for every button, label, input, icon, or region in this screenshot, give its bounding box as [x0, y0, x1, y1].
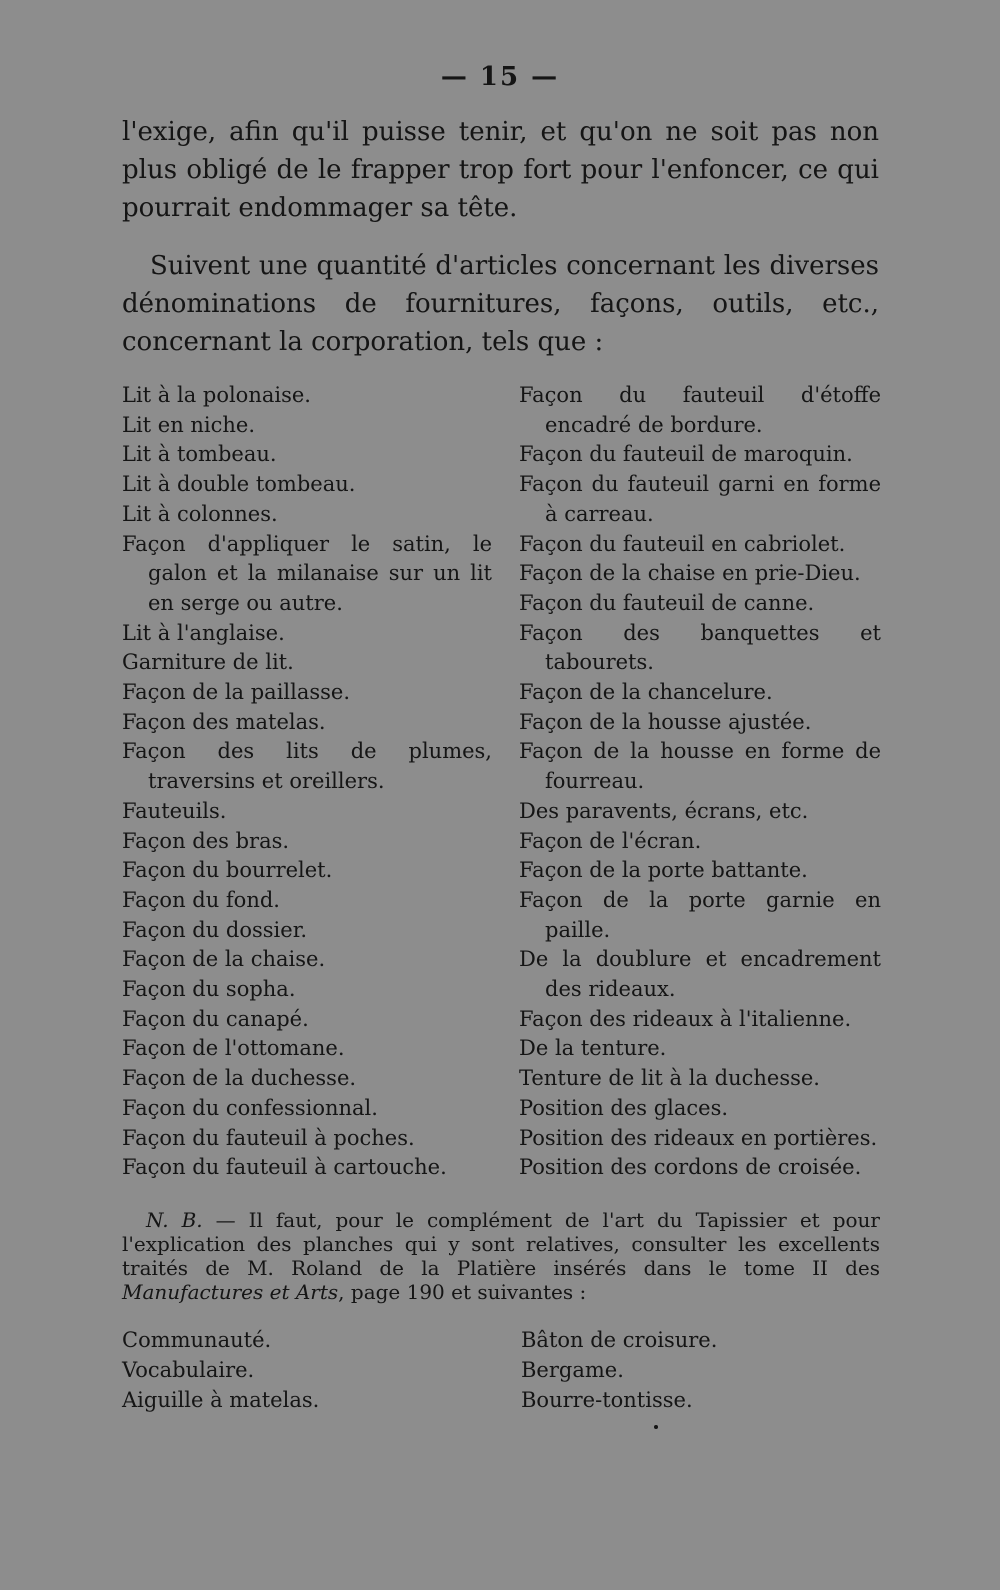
- list-item: De la tenture.: [519, 1036, 667, 1061]
- intro-text: [122, 113, 879, 361]
- list-item: Façon des matelas.: [122, 709, 326, 734]
- list-item: Façon de la porte garnie en paille.: [519, 887, 881, 942]
- list-item: Garniture de lit.: [122, 650, 294, 675]
- list-item: Façon des rideaux à l'italienne.: [519, 1006, 852, 1031]
- list-item: Façon du canapé.: [122, 1006, 309, 1031]
- list-item: De la doublure et encadrement des rideaux.: [519, 947, 881, 1002]
- intro-paragraph-1: l'exige, afin qu'il puisse tenir, et qu'on ne soit pas non plus obligé de le frapper trop fort pour l'enfoncer, ce qui pourrait endommager sa tête.: [122, 117, 879, 223]
- list-item: Tenture de lit à la duchesse.: [519, 1066, 820, 1091]
- note-text-2: , page 190 et suivantes :: [338, 1280, 587, 1304]
- list-item: Lit à l'anglaise.: [122, 620, 285, 645]
- left-article-list: [122, 381, 492, 1183]
- list-item: Façon du fauteuil en cabriolet.: [519, 531, 846, 556]
- list-item: Façon d'appliquer le satin, le galon et la milanaise sur un lit en serge ou autre.: [122, 531, 492, 615]
- note-paragraph: [122, 1208, 880, 1304]
- list-item: Lit à double tombeau.: [122, 472, 356, 497]
- list-item: Façon du fauteuil garni en forme à carreau.: [519, 472, 881, 526]
- list-item: Façon des bras.: [122, 828, 290, 853]
- list-item: Façon de la housse en forme de fourreau.: [519, 739, 881, 794]
- list-item: Façon du fauteuil de maroquin.: [519, 442, 853, 467]
- list-item: Position des glaces.: [519, 1095, 729, 1120]
- list-item: Façon des banquettes et tabourets.: [519, 620, 881, 675]
- list-item: Lit à la polonaise.: [122, 383, 311, 407]
- list-item: Façon du fauteuil à cartouche.: [122, 1155, 447, 1180]
- list-item: Façon du confessionnal.: [122, 1095, 378, 1120]
- list-item: Lit à tombeau.: [122, 442, 277, 467]
- list-item: Lit à colonnes.: [122, 501, 278, 526]
- list-item: Position des rideaux en portières.: [519, 1125, 878, 1150]
- note-abbreviation: N. B.: [146, 1208, 203, 1232]
- list-item: Façon du fauteuil à poches.: [122, 1125, 415, 1150]
- list-item: Position des cordons de croisée.: [519, 1155, 862, 1180]
- list-item: Aiguille à matelas.: [122, 1388, 320, 1412]
- list-item: Façon des lits de plumes, traversins et oreillers.: [122, 739, 492, 794]
- list-item: Bourre-tontisse.: [521, 1388, 693, 1412]
- list-item: Communauté.: [122, 1328, 272, 1352]
- list-item: Façon de la chancelure.: [519, 680, 773, 705]
- page-number: — 15 —: [440, 62, 560, 92]
- list-item: Façon du fauteuil d'étoffe encadré de bordure.: [519, 383, 881, 437]
- list-item: Bâton de croisure.: [521, 1328, 718, 1352]
- list-item: Lit en niche.: [122, 412, 256, 437]
- list-item: Façon de l'ottomane.: [122, 1036, 345, 1061]
- bottom-left-list: [122, 1325, 482, 1415]
- list-item: Façon de l'écran.: [519, 828, 702, 853]
- list-item: Bergame.: [521, 1358, 624, 1382]
- list-item: Façon de la porte battante.: [519, 858, 808, 883]
- list-item: Façon de la paillasse.: [122, 680, 351, 705]
- list-item: Fauteuils.: [122, 798, 227, 823]
- note-book-title: Manufactures et Arts: [122, 1280, 339, 1304]
- bottom-right-list: [521, 1325, 881, 1415]
- ink-speck: [654, 1425, 658, 1429]
- list-item: Façon du dossier.: [122, 917, 308, 942]
- right-article-list: [519, 381, 881, 1183]
- list-item: Des paravents, écrans, etc.: [519, 798, 809, 823]
- list-item: Façon de la chaise.: [122, 947, 326, 972]
- list-item: Façon du sopha.: [122, 977, 296, 1002]
- list-item: Façon du fauteuil de canne.: [519, 590, 815, 615]
- list-item: Façon du bourrelet.: [122, 858, 333, 883]
- list-item: Façon du fond.: [122, 887, 280, 912]
- intro-paragraph-2: Suivent une quantité d'articles concernant les diverses dénominations de fournitures, façons, outils, etc., concernant la corporation, tels que :: [122, 251, 879, 357]
- note-text-1: — Il faut, pour le complément de l'art du Tapissier et pour l'explication des planches qui y sont relatives, consulter les excellents traités de M. Roland de la Platière insérés dans le tome II des: [122, 1208, 880, 1280]
- list-item: Façon de la housse ajustée.: [519, 709, 812, 734]
- list-item: Façon de la duchesse.: [122, 1066, 357, 1091]
- list-item: Vocabulaire.: [122, 1358, 255, 1382]
- list-item: Façon de la chaise en prie-Dieu.: [519, 561, 861, 586]
